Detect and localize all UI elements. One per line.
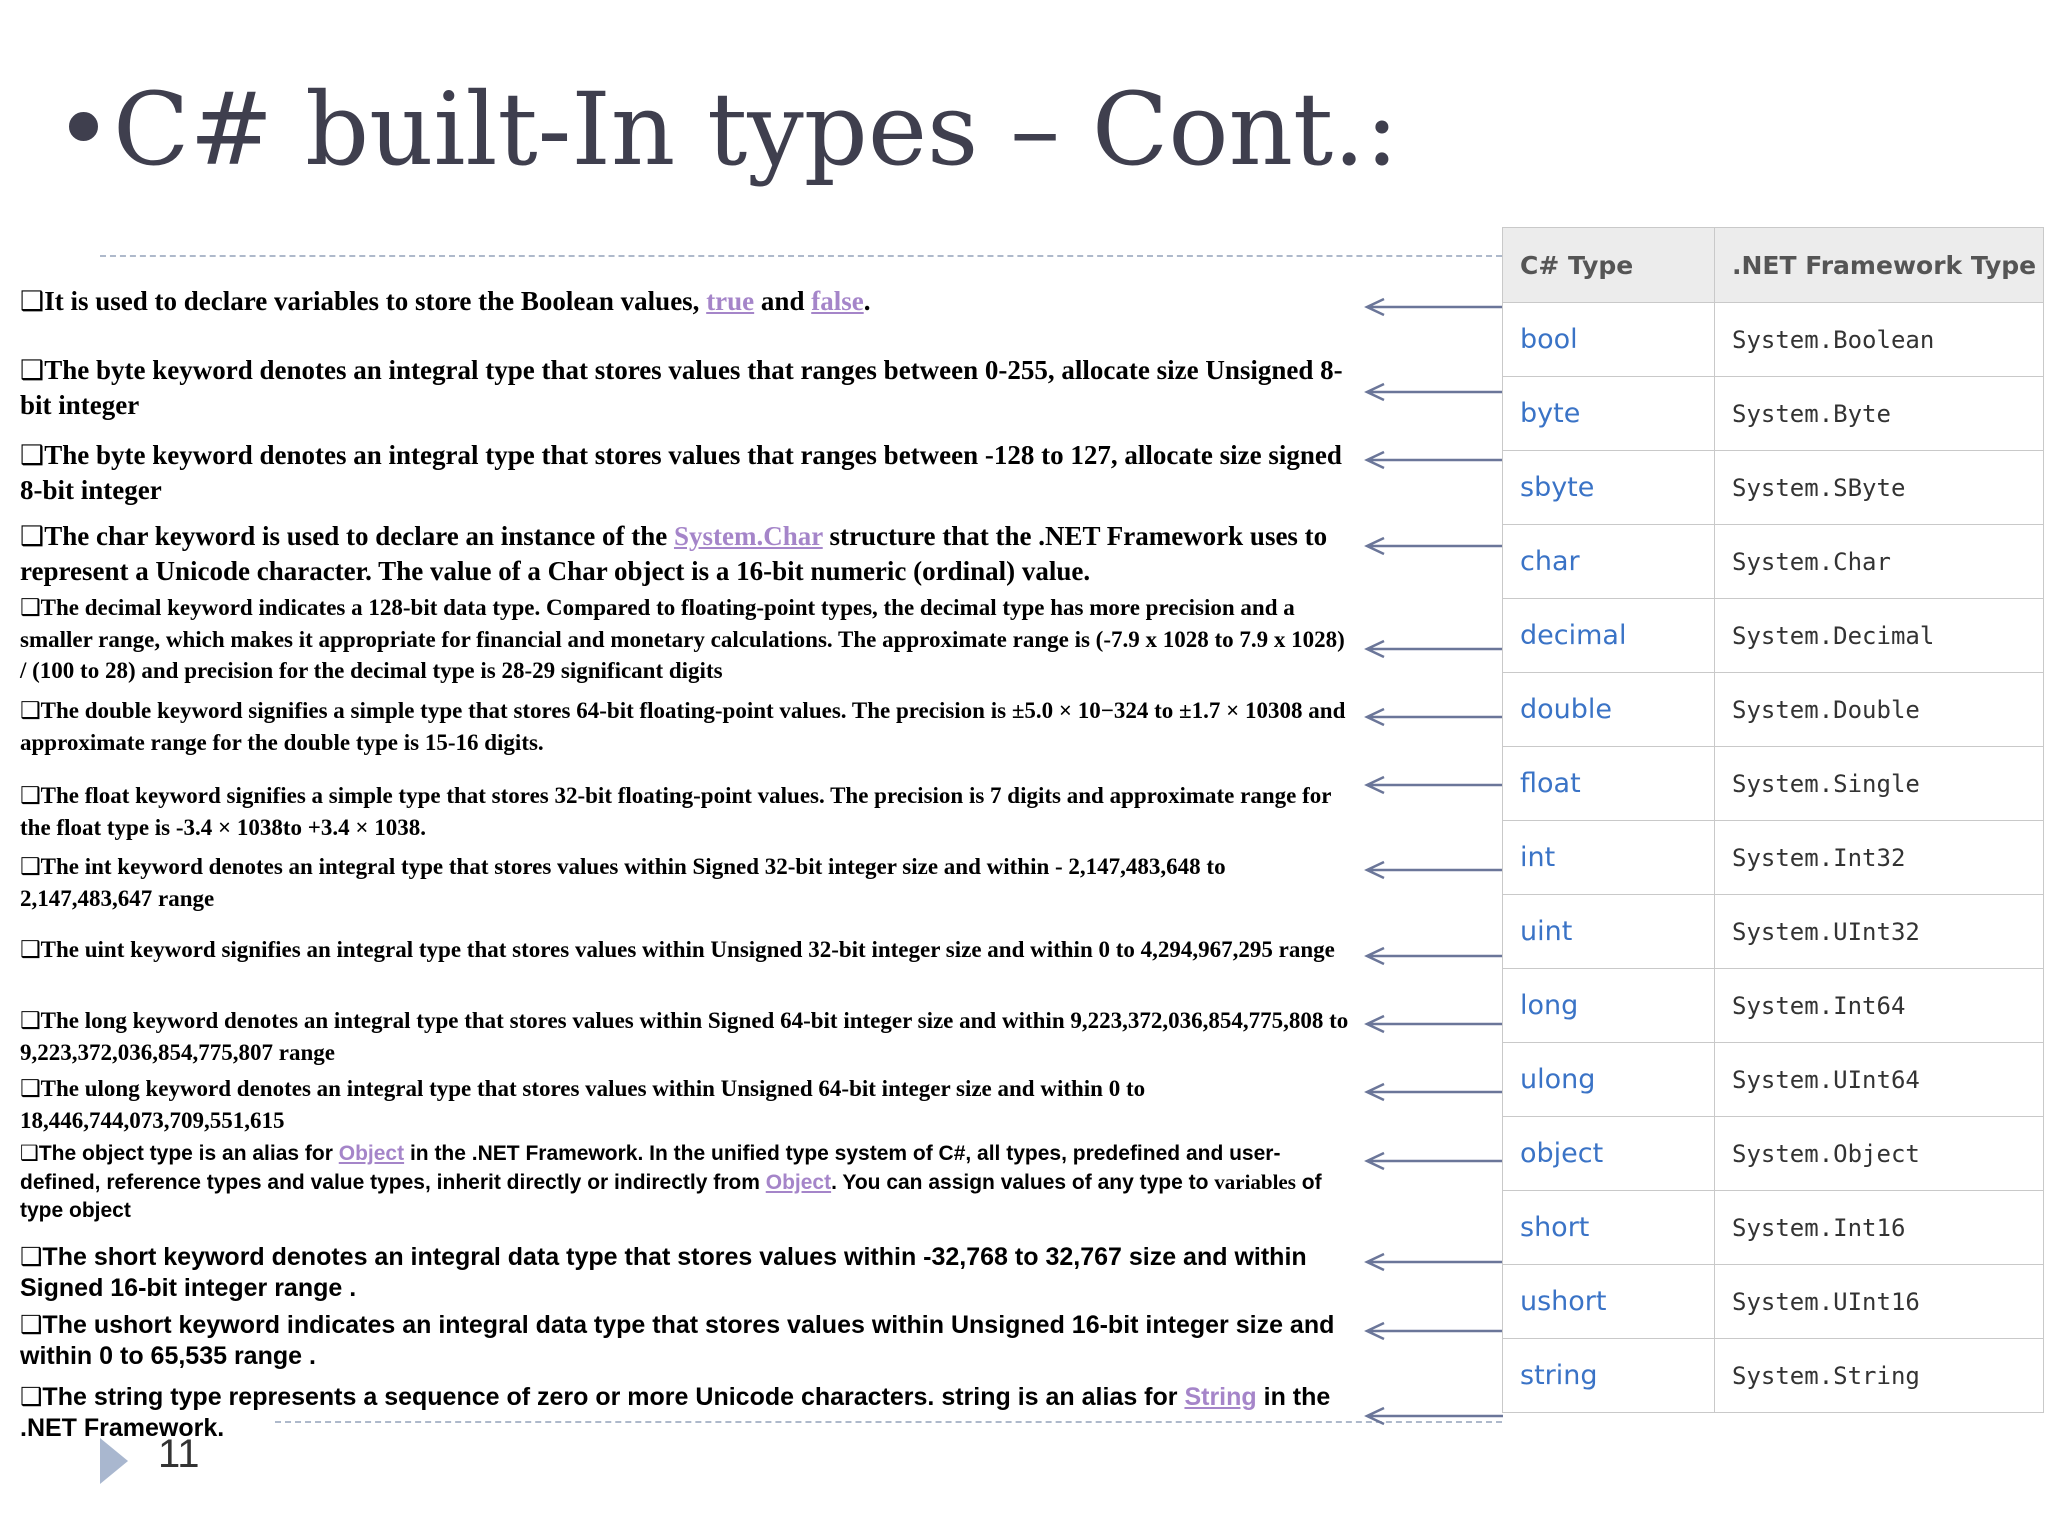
checkbox-bullet-icon: ❑ — [20, 440, 45, 471]
arrow-left-icon — [1364, 1082, 1504, 1102]
arrow-left-icon — [1364, 860, 1504, 880]
desc-short: ❑The short keyword denotes an integral data type that stores values within -32,768 to 32,767 size and within Signed 16-bit integer range . — [20, 1242, 1307, 1302]
arrow-left-icon — [1364, 1014, 1504, 1034]
desc-int: ❑The int keyword denotes an integral type that stores values within Signed 32-bit integer size and within - 2,147,483,648 to 2,147,483,647 range — [20, 854, 1226, 911]
link-true[interactable]: true — [706, 286, 755, 316]
desc-uint: ❑The uint keyword signifies an integral type that stores values within Unsigned 32-bit integer size and within 0 to 4,294,967,295 range — [20, 937, 1335, 963]
table-row — [1503, 1043, 2044, 1117]
csharp-type-cell[interactable]: ulong — [1503, 1043, 1715, 1117]
desc-string: ❑The string type represents a sequence of zero or more Unicode characters. string is an alias for String in the .NET Framework. — [20, 1382, 1331, 1442]
desc-decimal: ❑The decimal keyword indicates a 128-bit data type. Compared to floating-point types, the decimal type has more precision and a smaller range, which makes it appropriate for financial and monetary calculations. The approximate range is (-7.9 x 1028 to 7.9 x 1028) / (100 to 28) and precision for the decimal type is 28-29 significant digits — [20, 595, 1345, 683]
net-type-cell: System.Object — [1715, 1117, 2044, 1191]
desc-byte: ❑The byte keyword denotes an integral type that stores values that ranges between 0-255, allocate size Unsigned 8-bit integer — [20, 355, 1343, 420]
type-mapping-table — [1502, 227, 2044, 1413]
desc-ulong: ❑The ulong keyword denotes an integral type that stores values within Unsigned 64-bit integer size and within 0 to 18,446,744,073,709,551,615 — [20, 1076, 1146, 1133]
desc-float: ❑The float keyword signifies a simple type that stores 32-bit floating-point values. The precision is 7 digits and approximate range for the float type is -3.4 × 1038to +3.4 × 1038. — [20, 783, 1332, 840]
table-row — [1503, 599, 2044, 673]
checkbox-bullet-icon: ❑ — [20, 1382, 43, 1411]
slide-title: •C# built-In types – Cont.: — [54, 71, 1399, 188]
arrow-left-icon — [1364, 536, 1504, 556]
table-row — [1503, 303, 2044, 377]
net-type-cell: System.Decimal — [1715, 599, 2044, 673]
csharp-type-cell[interactable]: decimal — [1503, 599, 1715, 673]
csharp-type-cell[interactable]: bool — [1503, 303, 1715, 377]
checkbox-bullet-icon: ❑ — [20, 1310, 43, 1339]
table-row — [1503, 673, 2044, 747]
arrow-left-icon — [1364, 1252, 1504, 1272]
table-row — [1503, 525, 2044, 599]
csharp-type-cell[interactable]: long — [1503, 969, 1715, 1043]
csharp-type-cell[interactable]: int — [1503, 821, 1715, 895]
checkbox-bullet-icon: ❑ — [20, 1141, 39, 1165]
table-row — [1503, 895, 2044, 969]
csharp-type-cell[interactable]: string — [1503, 1339, 1715, 1413]
table-row — [1503, 377, 2044, 451]
net-type-cell: System.Int16 — [1715, 1191, 2044, 1265]
net-type-cell: System.UInt32 — [1715, 895, 2044, 969]
checkbox-bullet-icon: ❑ — [20, 854, 41, 880]
csharp-type-cell[interactable]: double — [1503, 673, 1715, 747]
arrow-left-icon — [1364, 1406, 1504, 1426]
arrow-left-icon — [1364, 707, 1504, 727]
csharp-type-cell[interactable]: ushort — [1503, 1265, 1715, 1339]
desc-sbyte: ❑The byte keyword denotes an integral type that stores values that ranges between -128 to 127, allocate size signed 8-bit integer — [20, 440, 1342, 505]
csharp-type-cell[interactable]: uint — [1503, 895, 1715, 969]
page-marker-triangle-icon — [100, 1438, 128, 1484]
net-type-cell: System.UInt64 — [1715, 1043, 2044, 1117]
checkbox-bullet-icon: ❑ — [20, 521, 45, 552]
header-csharp-type: C# Type — [1503, 228, 1715, 303]
page-number: 11 — [158, 1432, 200, 1476]
arrow-left-icon — [1364, 1151, 1504, 1171]
table-row — [1503, 451, 2044, 525]
arrow-left-icon — [1364, 450, 1504, 470]
link-system-char[interactable]: System.Char — [673, 521, 823, 551]
checkbox-bullet-icon: ❑ — [20, 286, 45, 317]
desc-ushort: ❑The ushort keyword indicates an integral data type that stores values within Unsigned 16-bit integer size and within 0 to 65,535 range . — [20, 1310, 1335, 1370]
csharp-type-cell[interactable]: byte — [1503, 377, 1715, 451]
desc-char: ❑The char keyword is used to declare an instance of the System.Char structure that the .NET Framework uses to represent a Unicode character. The value of a Char object is a 16-bit numeric (ordinal) value. — [20, 521, 1328, 586]
csharp-type-cell[interactable]: float — [1503, 747, 1715, 821]
net-type-cell: System.UInt16 — [1715, 1265, 2044, 1339]
table-row — [1503, 821, 2044, 895]
checkbox-bullet-icon: ❑ — [20, 355, 45, 386]
checkbox-bullet-icon: ❑ — [20, 595, 41, 621]
header-net-type: .NET Framework Type — [1715, 228, 2044, 303]
net-type-cell: System.SByte — [1715, 451, 2044, 525]
net-type-cell: System.Int32 — [1715, 821, 2044, 895]
csharp-type-cell[interactable]: object — [1503, 1117, 1715, 1191]
table-row — [1503, 1265, 2044, 1339]
net-type-cell: System.Double — [1715, 673, 2044, 747]
checkbox-bullet-icon: ❑ — [20, 783, 41, 809]
checkbox-bullet-icon: ❑ — [20, 1008, 41, 1034]
net-type-cell: System.Char — [1715, 525, 2044, 599]
arrow-left-icon — [1364, 946, 1504, 966]
net-type-cell: System.Single — [1715, 747, 2044, 821]
arrow-left-icon — [1364, 639, 1504, 659]
arrow-left-icon — [1364, 382, 1504, 402]
csharp-type-cell[interactable]: sbyte — [1503, 451, 1715, 525]
net-type-cell: System.Int64 — [1715, 969, 2044, 1043]
net-type-cell: System.String — [1715, 1339, 2044, 1413]
desc-double: ❑The double keyword signifies a simple type that stores 64-bit floating-point values. The precision is ±5.0 × 10−324 to ±1.7 × 10308 and approximate range for the double type is 15-16 digits. — [20, 698, 1346, 755]
checkbox-bullet-icon: ❑ — [20, 937, 41, 963]
table-row — [1503, 1339, 2044, 1413]
table-row — [1503, 969, 2044, 1043]
net-type-cell: System.Byte — [1715, 377, 2044, 451]
link-false[interactable]: false — [811, 286, 864, 316]
checkbox-bullet-icon: ❑ — [20, 1242, 43, 1271]
link-object-1[interactable]: Object — [338, 1142, 405, 1165]
csharp-type-cell[interactable]: short — [1503, 1191, 1715, 1265]
table-row — [1503, 1191, 2044, 1265]
link-string[interactable]: String — [1184, 1383, 1257, 1411]
link-object-2[interactable]: Object — [765, 1171, 832, 1194]
arrow-left-icon — [1364, 297, 1504, 317]
top-dashed-divider — [100, 255, 1502, 257]
checkbox-bullet-icon: ❑ — [20, 1076, 41, 1102]
desc-object: ❑The object type is an alias for Object in the .NET Framework. In the unified type system of C#, all types, predefined and user-defined, reference types and value types, inherit directly or indirectly from Object. You can assign values of any type to variables of type object — [20, 1141, 1322, 1222]
checkbox-bullet-icon: ❑ — [20, 698, 41, 724]
arrow-left-icon — [1364, 775, 1504, 795]
table-row — [1503, 747, 2044, 821]
arrow-left-icon — [1364, 1321, 1504, 1341]
table-row — [1503, 1117, 2044, 1191]
table-header-row — [1503, 228, 2044, 303]
desc-bool: ❑It is used to declare variables to store the Boolean values, true and false. — [20, 286, 871, 317]
csharp-type-cell[interactable]: char — [1503, 525, 1715, 599]
net-type-cell: System.Boolean — [1715, 303, 2044, 377]
desc-long: ❑The long keyword denotes an integral type that stores values within Signed 64-bit integer size and within 9,223,372,036,854,775,808 to 9,223,372,036,854,775,807 range — [20, 1008, 1349, 1065]
